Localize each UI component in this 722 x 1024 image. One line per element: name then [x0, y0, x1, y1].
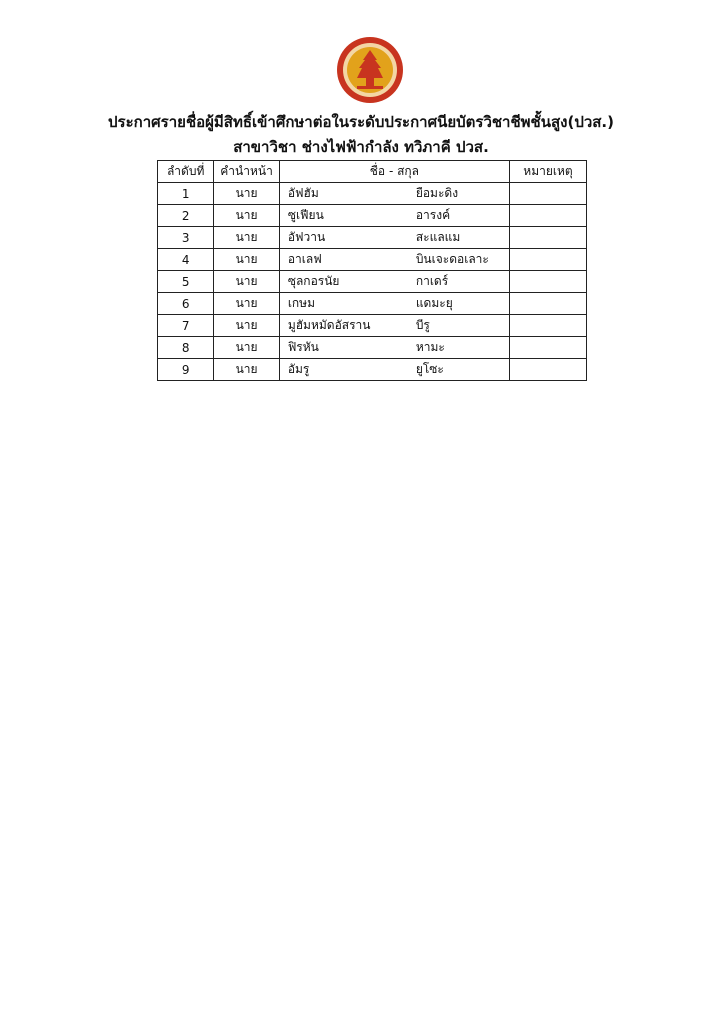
fullname-cell	[279, 337, 509, 359]
table-row	[158, 249, 587, 271]
order-cell: 3	[158, 227, 214, 249]
table-row	[158, 315, 587, 337]
table-header-row	[158, 161, 587, 183]
remark-cell	[510, 183, 587, 205]
prefix-cell: นาย	[214, 337, 280, 359]
header-fullname: ชื่อ - สกุล	[279, 161, 509, 183]
first-name: อาเลฟ	[287, 252, 322, 266]
order-cell: 6	[158, 293, 214, 315]
fullname-cell	[279, 183, 509, 205]
remark-cell	[510, 293, 587, 315]
prefix-cell: นาย	[214, 315, 280, 337]
page-title: ประกาศรายชื่อผู้มีสิทธิ์เข้าศึกษาต่อในระดับประกาศนียบัตรวิชาชีพชั้นสูง(ปวส.)	[108, 113, 614, 131]
college-seal-logo	[333, 36, 407, 104]
last-name: แดมะยุ	[415, 296, 453, 310]
remark-cell	[510, 227, 587, 249]
first-name: อัมรู	[287, 362, 310, 376]
order-cell: 4	[158, 249, 214, 271]
prefix-cell: นาย	[214, 227, 280, 249]
order-cell: 2	[158, 205, 214, 227]
order-cell: 8	[158, 337, 214, 359]
prefix-cell: นาย	[214, 249, 280, 271]
last-name: อารงค์	[415, 208, 451, 222]
order-cell: 7	[158, 315, 214, 337]
last-name: ยูโซะ	[415, 362, 444, 376]
fullname-cell	[279, 315, 509, 337]
remark-cell	[510, 315, 587, 337]
table-row	[158, 271, 587, 293]
table-row	[158, 205, 587, 227]
first-name: เกษม	[287, 296, 315, 310]
order-cell: 9	[158, 359, 214, 381]
prefix-cell: นาย	[214, 359, 280, 381]
page-subtitle: สาขาวิชา ช่างไฟฟ้ากำลัง ทวิภาคี ปวส.	[233, 138, 489, 156]
first-name: ฟิรหัน	[287, 340, 319, 354]
prefix-cell: นาย	[214, 293, 280, 315]
header-remark: หมายเหตุ	[510, 161, 587, 183]
table-row	[158, 337, 587, 359]
remark-cell	[510, 271, 587, 293]
first-name: ซุลกอรนัย	[287, 274, 340, 288]
table-row	[158, 183, 587, 205]
first-name: มูฮัมหมัดอัสราน	[287, 318, 371, 332]
table-row	[158, 359, 587, 381]
last-name: สะแลแม	[415, 230, 461, 244]
last-name: ยือมะดิง	[415, 186, 459, 200]
table-row	[158, 293, 587, 315]
header-prefix: คำนำหน้า	[214, 161, 280, 183]
fullname-cell	[279, 205, 509, 227]
fullname-cell	[279, 293, 509, 315]
header-order: ลำดับที่	[158, 161, 214, 183]
remark-cell	[510, 249, 587, 271]
prefix-cell: นาย	[214, 183, 280, 205]
remark-cell	[510, 337, 587, 359]
applicant-table	[157, 160, 587, 381]
first-name: อัฟวาน	[287, 230, 326, 244]
last-name: หามะ	[415, 340, 445, 354]
prefix-cell: นาย	[214, 271, 280, 293]
prefix-cell: นาย	[214, 205, 280, 227]
last-name: กาเดร์	[415, 274, 449, 288]
order-cell: 5	[158, 271, 214, 293]
last-name: บีรู	[415, 318, 430, 332]
table-row	[158, 227, 587, 249]
remark-cell	[510, 359, 587, 381]
fullname-cell	[279, 271, 509, 293]
last-name: บินเจะดอเลาะ	[415, 252, 489, 266]
first-name: อัฟฮัม	[287, 186, 319, 200]
remark-cell	[510, 205, 587, 227]
order-cell: 1	[158, 183, 214, 205]
first-name: ซูเฟียน	[287, 208, 324, 222]
fullname-cell	[279, 227, 509, 249]
fullname-cell	[279, 359, 509, 381]
fullname-cell	[279, 249, 509, 271]
